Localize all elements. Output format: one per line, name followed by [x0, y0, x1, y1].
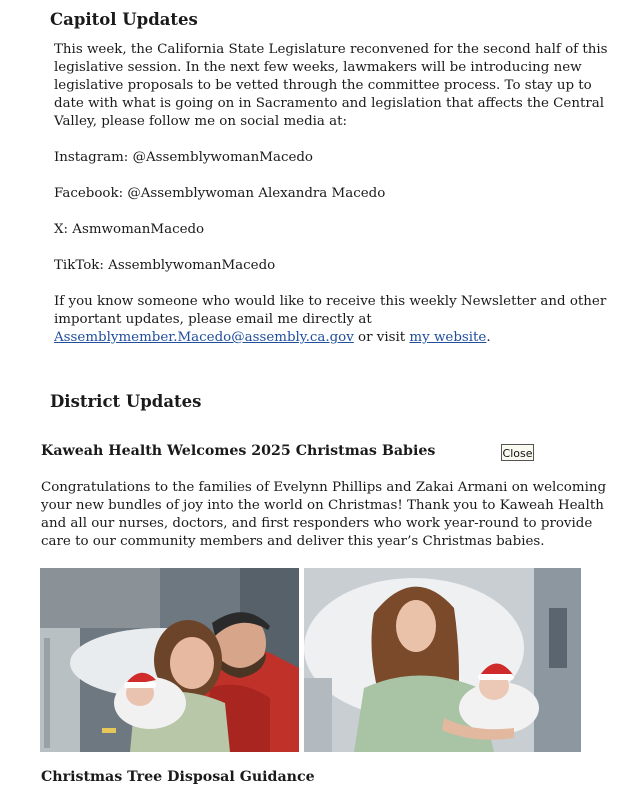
text-line: Valley, please follow me on social media at:	[54, 114, 348, 129]
capitol-updates-heading: Capitol Updates	[50, 10, 198, 29]
photo-mother-illustration	[304, 568, 581, 752]
text-line	[54, 329, 606, 347]
email-link[interactable]: Assemblymember.Macedo@assembly.ca.gov	[54, 330, 354, 345]
text-line: legislative session. In the next few weeks, lawmakers will be introducing new	[54, 60, 582, 75]
or-visit-text: or visit	[353, 330, 410, 345]
period-text: .	[486, 330, 491, 345]
photo-family-with-baby	[40, 568, 299, 752]
tiktok-handle: TikTok: AssemblywomanMacedo	[54, 258, 276, 273]
facebook-handle: Facebook: @Assemblywoman Alexandra Macedo	[54, 186, 386, 201]
text-line: Congratulations to the families of Evelynn Phillips and Zakai Armani on welcoming	[41, 480, 607, 495]
close-button[interactable]: Close	[501, 444, 534, 461]
article-title-tree-disposal: Christmas Tree Disposal Guidance	[41, 769, 315, 785]
text-line: care to our community members and deliver this year’s Christmas babies.	[41, 534, 545, 549]
newsletter-paragraph	[54, 293, 606, 347]
text-line: If you know someone who would like to receive this weekly Newsletter and other	[54, 294, 607, 309]
x-handle: X: AsmwomanMacedo	[54, 222, 205, 237]
christmas-babies-paragraph	[41, 479, 606, 551]
website-link[interactable]: my website	[409, 330, 487, 345]
text-line: date with what is going on in Sacramento and legislation that affects the Central	[54, 96, 605, 111]
capitol-intro-paragraph	[54, 41, 608, 131]
text-line: legislative proposals to be vetted through the committee process. To stay up to	[54, 78, 592, 93]
text-line: important updates, please email me directly at	[54, 312, 372, 327]
photo-family-illustration	[40, 568, 299, 752]
photo-mother-with-baby	[304, 568, 581, 752]
text-line: your new bundles of joy into the world on Christmas! Thank you to Kaweah Health	[41, 498, 604, 513]
instagram-handle: Instagram: @AssemblywomanMacedo	[54, 150, 313, 165]
article-title-christmas-babies: Kaweah Health Welcomes 2025 Christmas Babies	[41, 443, 436, 459]
text-line: This week, the California State Legislature reconvened for the second half of this	[54, 42, 608, 57]
text-line: and all our nurses, doctors, and first responders who work year-round to provide	[41, 516, 593, 531]
district-updates-heading: District Updates	[50, 392, 202, 411]
